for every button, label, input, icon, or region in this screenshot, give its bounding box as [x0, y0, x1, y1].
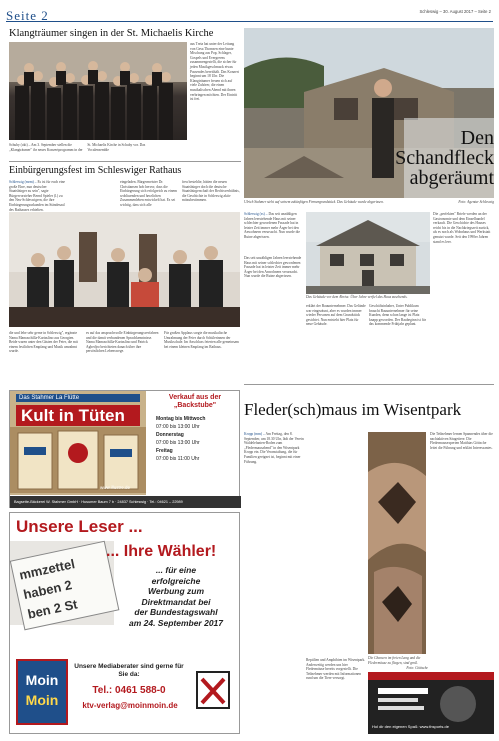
svg-text:ben 2 St: ben 2 St: [26, 596, 79, 622]
svg-text:mmzettel: mmzettel: [17, 556, 77, 583]
election-line3: ... für eine: [155, 565, 197, 575]
hours-line: Freitag: [156, 448, 173, 454]
contact-phone[interactable]: Tel.: 0461 588-0: [92, 685, 166, 696]
article4-photo-caption: Die Chancen im freien Lang und die Fledermäuse zu fliegen, sind groß.: [368, 656, 421, 665]
choir-figures: [9, 42, 187, 140]
hours-line: 07:00 bis 13:00 Uhr: [156, 424, 200, 430]
election-line4: erfolgreiche: [151, 575, 201, 586]
article4-col3: Die Teilnehmer lernen Spannendes über die nachtaktiven Säugetiere. Die Fledermausexperten Matthias Göttsche leitet die Führung und erklärt Interessantes.: [430, 432, 493, 450]
divider: [9, 161, 241, 162]
article2-bottom2: es auf das anspruchsvolle Einbürgerungsverfahren und die damit verbundenen Sprachkenntnisse. Nama Mamaschilla-Kurtaslino und Patrick Agbedjro berichteten danach über ihre persönlichen Lebenswege.: [86, 331, 159, 354]
article2-col1: [9, 180, 65, 210]
bat-hands-scene: [368, 432, 426, 654]
headline-line: Den: [460, 127, 494, 149]
bakery-bags-illustration: [10, 427, 146, 493]
bakery-brand: Das Stahmer La Flütte: [16, 394, 140, 402]
article1-side-text: aus Treia hat unter der Leitung von Gesa Thomsen eine bunte Mischung aus Pop, Schlager, Gospels und Evergreens zusammengestellt, die sicher für jeden Musikgeschmack etwas Passendes bereithält. Das Konzert beginnt um 18 Uhr. Die Klangträumer freuen sich auf viele Zuhörer, die einen musikalischen Abend mit ihnen verbringen möchten. Der Eintritt ist frei.: [190, 42, 239, 102]
moin-moin-logo: [16, 659, 68, 725]
election-line7: der Bundestagswahl: [134, 607, 218, 617]
article3-col1-text: Das seit unzähligen Jahren leerstehende Haus mit seiner schlechter gewordenen Fassade hat in letzter Zeit immer mehr Ärger bei den Anwohnern verursacht. Nun wurde die Ruine abgerissen.: [244, 212, 300, 239]
article3-photo2-caption: Das Gebäude vor dem Abriss: Über Jahre verfiel das Haus zusehends.: [306, 295, 408, 299]
article4-lead: Kropp (mm) –: [244, 432, 265, 436]
article2-lead: Schleswig (mrm) –: [9, 180, 37, 184]
article4-col2: Reptilien und Amphibien im Wisentpark. Anderweitig werden uns hier Fledermäuse bereits vorgestellt. Die Teilnehmer werden mit Informationen rund um die Tiere versorgt.: [306, 658, 366, 681]
election-line5: Werbung zum: [147, 586, 205, 596]
election-line1: Unsere Leser ...: [16, 517, 143, 536]
article3-col2: erklärt der Bauunternehmer. Das Gelände war eingezäunt, aber es wurden immer wieder Personen auf dem Grundstück gesichtet. Nun entsteht hier Platz für neue Gebäude.: [306, 304, 366, 327]
article3-photo-credit: Foto: Agentur Schleswig: [458, 200, 494, 204]
bat-photo: [368, 432, 426, 654]
house-photo: [306, 212, 430, 294]
headline-line: abgeräumt: [409, 167, 494, 189]
article2-bottom3: Für großen Applaus sorgte die musikalische Umrahmung der Feier durch Schülerinnen der Musikschule. Im Anschluss feierten alle gemeinsam bei einem kleinen Empfang im Rathaus.: [164, 331, 239, 349]
article4-col1-text: Am Freitag, den 8. September, um 18.30 Uhr, lädt der Verein Waldelefanten-Boden zum „Fledermausabend" in den Wisentpark Kropp ein. Die Veranstaltung, die für Familien geeignet ist, beginnt mit einer Führung.: [244, 432, 304, 464]
article4-headline: Fleder(sch)maus im Wisentpark: [244, 400, 462, 419]
bakery-website[interactable]: www.illustre.de: [100, 485, 131, 490]
logo-bottom: Moin: [25, 692, 59, 708]
contact-email[interactable]: ktv-verlag@moinmoin.de: [82, 701, 178, 710]
checkmark-cross-icon: [194, 669, 232, 711]
ballot-illustration: [10, 541, 114, 625]
article3-col1: [244, 212, 304, 252]
article1-caption: Schuby (okt) – Am 3. September stellen die „Klangträumer" ihr neues Konzertprogramm in der St. Michaelis Kirche in Schuby vor. Das Vocalensemble: [9, 143, 146, 152]
page-section-label: Seite 2: [6, 8, 49, 23]
svg-text:haben 2: haben 2: [22, 577, 74, 603]
bakery-slogan: Kult in Tüten: [16, 405, 140, 426]
election-line2: ... Ihre Wähler!: [106, 543, 217, 560]
divider: [244, 384, 494, 385]
election-ad[interactable]: [9, 512, 240, 734]
hours-line: 07:00 bis 13:00 Uhr: [156, 440, 200, 446]
ceremony-photo: [9, 212, 240, 327]
bakery-ad[interactable]: [9, 390, 240, 508]
article3-col4: Die „perfekten" Briefe werden an der Gastronomie und dem Einzelhandel verkauft. Die Geschichte des Hauses reicht bis in die Nachkriegszeit zurück, als es noch als Wohnhaus und Werkstatt genutzt wurde. Seit den 1990er Jahren stand es leer.: [433, 212, 491, 244]
article2-col2: eingeladen. Bürgermeister Dr. Christiansen hob hervor, dass die Einbürgerung sich erfolgreich zu einem wohltuenden und herzlichen Zusammenleben entwickelt hat. Es sei wichtig, dass sich alle: [120, 180, 178, 207]
article3-col1b: Das seit unzähligen Jahren leerstehende Haus mit seiner schlechter gewordenen Fassade hat in letzter Zeit immer mehr Ärger bei den Anwohnern verursacht. Nun wurde die Ruine abgerissen.: [244, 256, 302, 279]
choir-photo: [9, 42, 187, 140]
article3-photo-caption: Ulrich Stahmer steht auf seinem zukünftigen Firmengrundstück. Das Gebäude wurde abgerissen.: [244, 200, 384, 204]
page-header-info: Schleswig – 30. August 2017 – Seite 2: [419, 9, 491, 14]
article2-bottom1: die und lebe sehr gerne in Schleswig", ergänzte Nama Mamaschilla-Kurtaslino aus Georgien. Beide waren unter den Gästen der Feier, die mit einem festlichen Empfang und Musik umrahmt wurde.: [9, 331, 78, 354]
article3-col3: Geschäftsinhaber, Unter Publikum braucht Bauunternehmer für seine Kunden, denn schon lange ist Platz knapp geworden. Der Baubeginn ist für das kommende Frühjahr geplant.: [369, 304, 426, 327]
article1-headline: Klangträumer singen in der St. Michaelis Kirche: [9, 28, 214, 39]
article3-lead: Schleswig (ss) –: [244, 212, 268, 216]
sports-ad-caption[interactable]: Hol dir den eigenen Spaß: www.thsports.de: [372, 724, 449, 729]
article4-col1: [244, 432, 304, 732]
contact-title: Unsere Mediaberater sind gerne für Sie da:: [74, 663, 184, 678]
logo-top: Moin: [25, 672, 59, 688]
election-line8: am 24. September 2017: [128, 617, 224, 628]
headline-line: Schandfleck: [395, 147, 494, 169]
bakery-ad-banner: [10, 391, 146, 495]
bakery-footer: Bagsette-Bäckerei W. Stahmer GmbH · Husumer Baum 7 b · 24837 Schleswig · Tel.: 04621 – 22989: [10, 496, 241, 508]
article3-headline: [312, 128, 494, 188]
election-body: [114, 565, 238, 628]
sports-ad[interactable]: [368, 672, 494, 734]
article2-col1-text: Es ist für euch eine große Ehre, nun deutscher Staatsbürger zu sein", sagte Bürgervorsteher Bernd Spieler (l.) zu den Neu-Schleswigern, die ihre Einbürgerungsurkunden im Ständesaal des Rathauses erhielten.: [9, 180, 66, 212]
election-line6: Direktmandat bei: [141, 596, 211, 607]
bakery-sales-title: Verkauf aus der „Backstube": [168, 394, 222, 409]
ceremony-scene: [9, 212, 240, 327]
bakery-hours: [156, 415, 238, 463]
house-scene: [306, 212, 430, 294]
article2-col3: freu bestehlte, hätten die neuen Staatsbürger doch die deutsche Staatsbürgerschaft der Rechtsverhältnis, die Geschichte in Schleswig aktiv mitzubestimmen.: [182, 180, 240, 203]
hours-line: 07:00 bis 11:00 Uhr: [156, 456, 200, 462]
hours-line: Donnerstag: [156, 432, 184, 438]
article4-photo-credit: Foto: Göttsche: [406, 666, 428, 670]
article2-headline: Einbürgerungsfest im Schleswiger Rathaus: [9, 165, 182, 176]
hours-line: Montag bis Mittwoch: [156, 416, 206, 422]
